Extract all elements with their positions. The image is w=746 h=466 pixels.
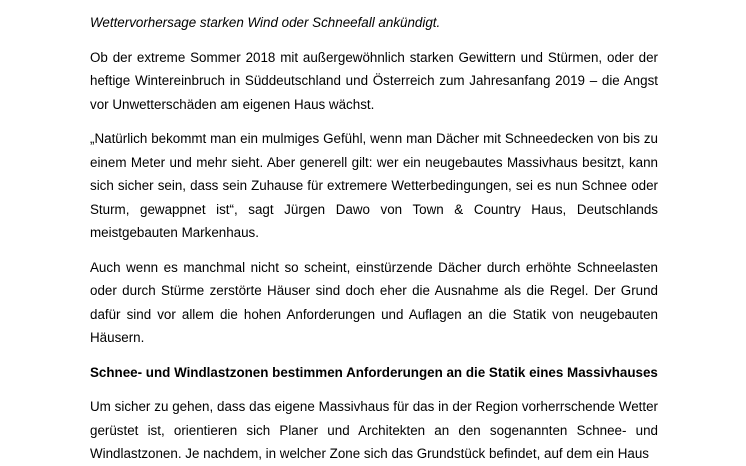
section-heading-load-zones: Schnee- und Windlastzonen bestimmen Anforderungen an die Statik eines Massivhauses (90, 364, 658, 380)
paragraph-weather-fear: Ob der extreme Sommer 2018 mit außergewöhnlich starken Gewittern und Stürmen, oder der heftige Wintereinbruch in Süddeutschland und Österreich zum Jahresanfang 2019 – die Angst vor Unwetterschäden am eigenen Haus wächst. (90, 49, 658, 112)
paragraph-quote-dawo: „Natürlich bekommt man ein mulmiges Gefühl, wenn man Dächer mit Schneedecken von bis zu einem Meter und mehr sieht. Aber generell gilt: wer ein neugebautes Massivhaus besitzt, kann sich sicher sein, dass sein Zuhause für extremere Wetterbedingungen, sei es nun Schnee oder Sturm, gewappnet ist“, sagt Jürgen Dawo von Town & Country Haus, Deutschlands meistgebauten Markenhaus. (90, 131, 658, 240)
document-page (90, 0, 658, 466)
intro-paragraph-tail: Wettervorhersage starken Wind oder Schneefall ankündigt. (90, 15, 441, 30)
paragraph-load-zones: Um sicher zu gehen, dass das eigene Massivhaus für das in der Region vorherrschende Wetter gerüstet ist, orientieren sich Planer und Architekten an den sogenannten Schnee- und Windlastzonen. Je nachdem, in welcher Zone sich das Grundstück befindet, auf dem ein Haus (90, 399, 658, 461)
paragraph-exception: Auch wenn es manchmal nicht so scheint, einstürzende Dächer durch erhöhte Schneelasten oder durch Stürme zerstörte Häuser sind doch eher die Ausnahme als die Regel. Der Grund dafür sind vor allem die hohen Anforderungen und Auflagen an die Statik von neugebauten Häusern. (90, 259, 658, 345)
